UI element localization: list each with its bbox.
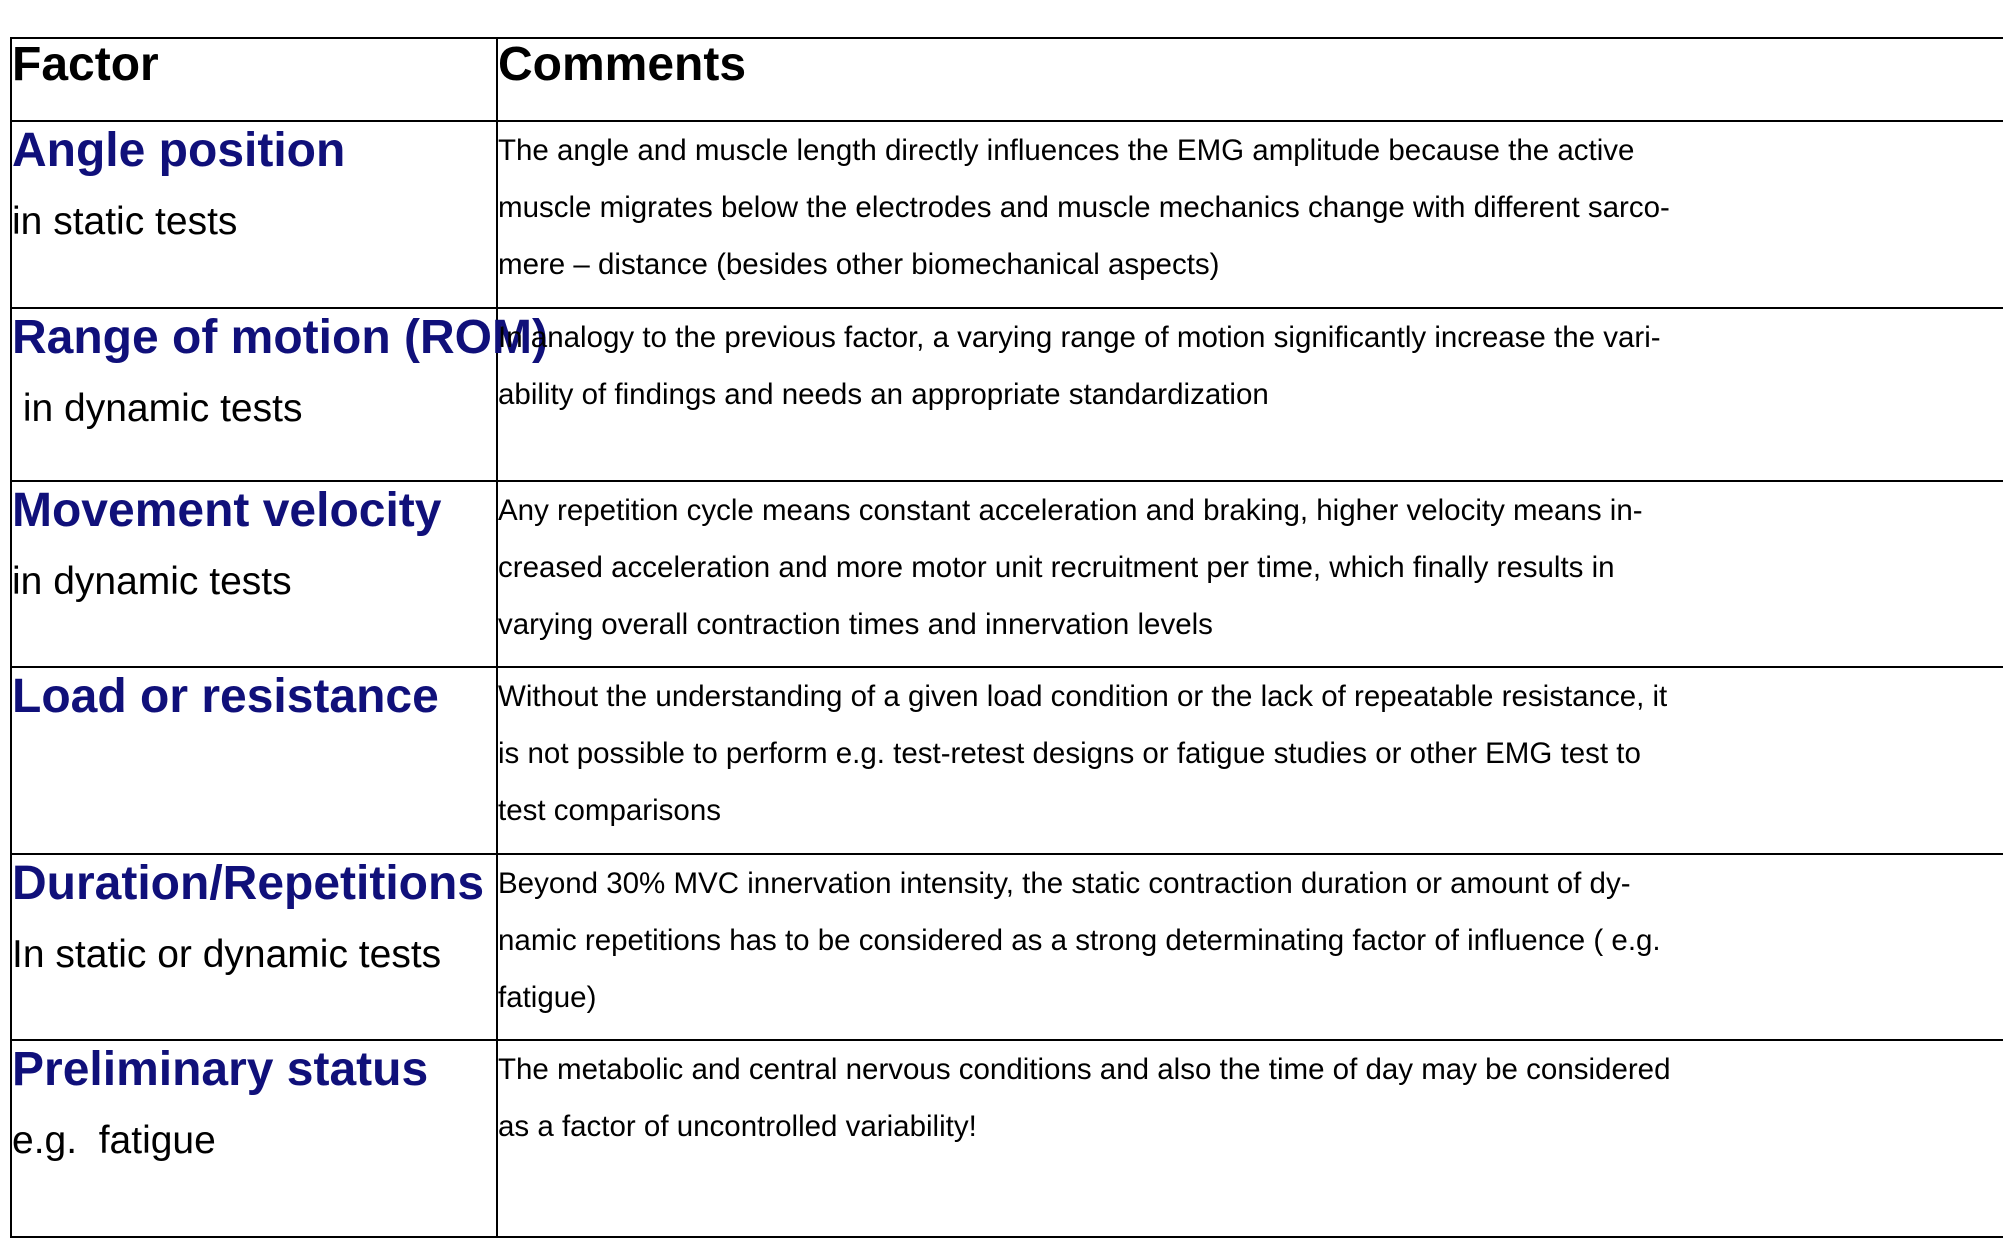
factor-name: Load or resistance [12,670,439,723]
comment-line: Beyond 30% MVC innervation intensity, the static contraction duration or amount of dy- [498,867,1631,900]
table-row [11,121,2003,308]
factor-cell [11,481,497,667]
factor-condition: in dynamic tests [12,387,303,430]
factor-name: Duration/Repetitions [12,857,485,910]
comment-text [498,855,2003,1026]
comment-line: mere – distance (besides other biomechanical aspects) [498,248,1220,281]
factor-condition: In static or dynamic tests [12,933,442,976]
comment-text [498,1041,2003,1155]
comment-cell [497,854,2003,1040]
factor-condition: in static tests [12,200,238,243]
comment-cell [497,667,2003,854]
table-row [11,667,2003,854]
factor-name: Movement velocity [12,484,442,537]
factor-cell [11,308,548,481]
factor-column-header: Factor [11,38,497,121]
comment-line: The metabolic and central nervous conditions and also the time of day may be considered [498,1053,1671,1086]
factor-cell [11,121,497,308]
comment-line: The angle and muscle length directly influences the EMG amplitude because the active [498,134,1635,167]
comment-text [498,309,2003,423]
factor-name: Range of motion (ROM) [12,311,548,364]
table-row [11,1040,2003,1237]
table-row [11,308,2003,481]
comment-cell [497,1040,2003,1237]
factor-condition: e.g. fatigue [12,1119,216,1162]
factor-cell [11,667,497,854]
comment-line: namic repetitions has to be considered as a strong determinating factor of influence ( e.g. [498,924,1661,957]
comment-cell [497,121,2003,308]
comment-line: varying overall contraction times and innervation levels [498,608,1213,641]
comment-line: In analogy to the previous factor, a varying range of motion significantly increase the vari- [498,321,1661,354]
factor-condition: in dynamic tests [12,560,292,603]
table-row [11,481,2003,667]
comment-line: muscle migrates below the electrodes and muscle mechanics change with different sarco- [498,191,1670,224]
factor-cell [11,854,497,1040]
header-row [11,38,2003,121]
factor-cell [11,1040,497,1237]
comment-text [498,122,2003,293]
comment-line: Without the understanding of a given load condition or the lack of repeatable resistance, it [498,680,1668,713]
comment-text [498,668,2003,839]
comment-text [498,482,2003,653]
factor-name: Preliminary status [12,1043,429,1096]
comment-line: test comparisons [498,794,721,827]
comments-column-header: Comments [497,38,2003,121]
comment-cell [497,481,2003,667]
comment-line: fatigue) [498,981,597,1014]
comment-line: ability of findings and needs an appropriate standardization [498,378,1269,411]
factors-table [10,37,2003,1238]
comment-cell [497,308,2003,481]
comment-line: is not possible to perform e.g. test-retest designs or fatigue studies or other EMG test to [498,737,1641,770]
comment-line: as a factor of uncontrolled variability! [498,1110,977,1143]
comment-line: Any repetition cycle means constant acceleration and braking, higher velocity means in- [498,494,1643,527]
comment-line: creased acceleration and more motor unit recruitment per time, which finally results in [498,551,1615,584]
factor-name: Angle position [12,124,346,177]
table-row [11,854,2003,1040]
